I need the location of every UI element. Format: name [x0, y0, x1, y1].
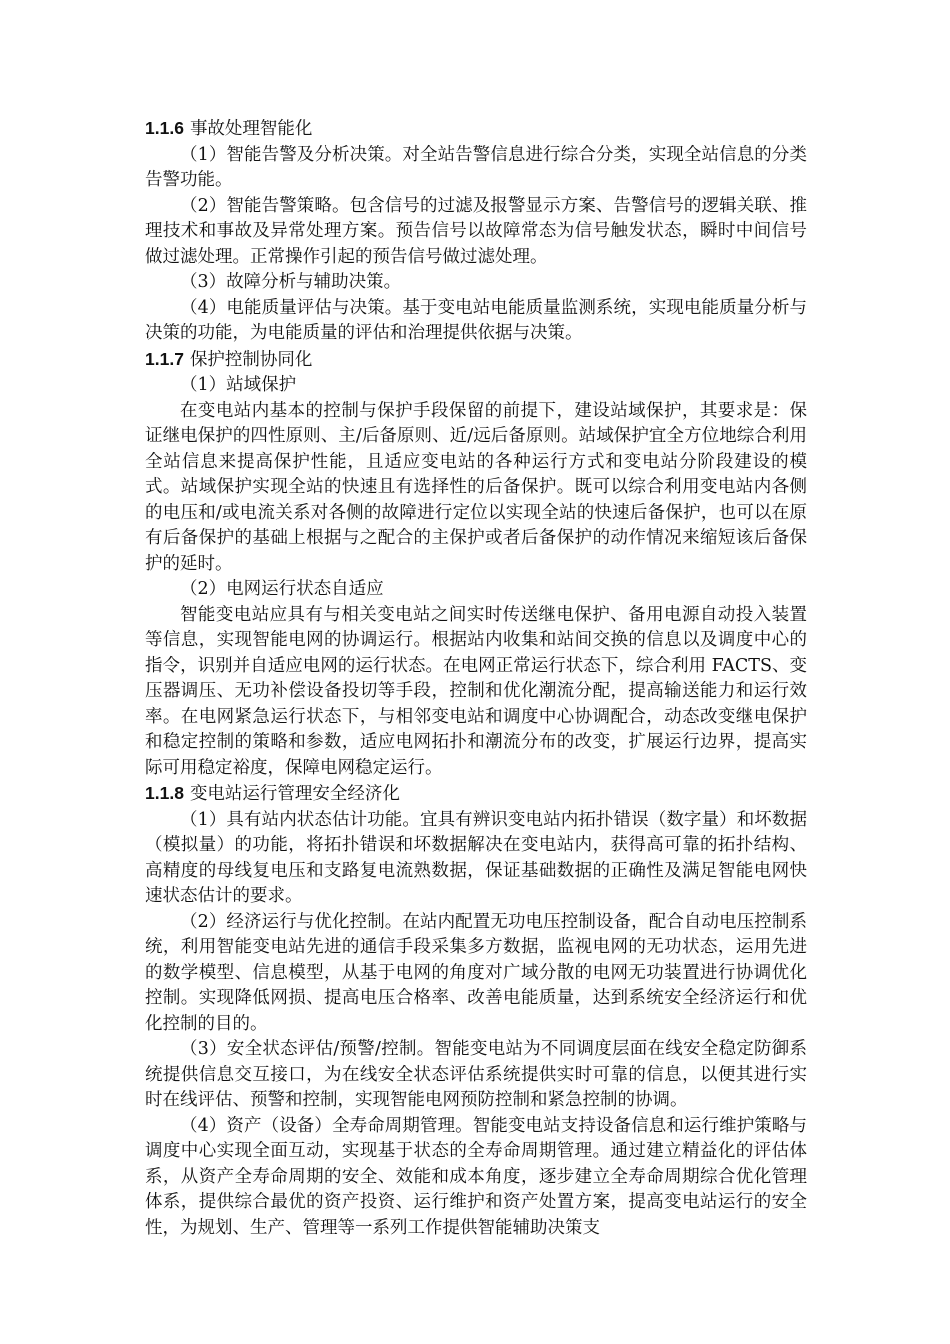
paragraph: （1）具有站内状态估计功能。宜具有辨识变电站内拓扑错误（数字量）和坏数据（模拟量）的功能，将拓扑错误和坏数据解决在变电站内，获得高可靠的拓扑结构、高精度的母线复电压和支路复电流熟数据，保证基础数据的正确性及满足智能电网快速状态估计的要求。	[145, 809, 807, 906]
paragraph: 在变电站内基本的控制与保护手段保留的前提下，建设站域保护，其要求是：保证继电保护的四性原则、主/后备原则、近/远后备原则。站域保护宜全方位地综合利用全站信息来提高保护性能，且适应变电站的各种运行方式和变电站分阶段建设的模式。站域保护实现全站的快速且有选择性的后备保护。既可以综合利用变电站内各侧的电压和/或电流关系对各侧的故障进行定位以实现全站的快速后备保护，也可以在原有后备保护的基础上根据与之配合的主保护或者后备保护的动作情况来缩短该后备保护的延时。	[145, 400, 807, 574]
paragraph: （1）智能告警及分析决策。对全站告警信息进行综合分类，实现全站信息的分类告警功能。	[145, 144, 807, 190]
section-1-1-6	[145, 116, 807, 347]
section-heading	[145, 781, 807, 808]
section-heading	[145, 347, 807, 374]
paragraph: （3）故障分析与辅助决策。	[180, 272, 402, 292]
subheading: （2）电网运行状态自适应	[180, 579, 384, 599]
section-title: 保护控制协同化	[189, 349, 313, 370]
section-title: 变电站运行管理安全经济化	[189, 784, 400, 804]
paragraph: 智能变电站应具有与相关变电站之间实时传送继电保护、备用电源自动投入装置等信息，实现智能电网的协调运行。根据站内收集和站间交换的信息以及调度中心的指令，识别并自适应电网的运行状态。在电网正常运行状态下，综合利用 FACTS、变压器调压、无功补偿设备投切等手段，控制和优化潮流分配，提高输送能力和运行效率。在电网紧急运行状态下，与相邻变电站和调度中心协调配合，动态改变继电保护和稳定控制的策略和参数，适应电网拓扑和潮流分布的改变，扩展运行边界，提高实际可用稳定裕度，保障电网稳定运行。	[145, 604, 807, 778]
section-number: 1.1.7	[145, 348, 184, 369]
paragraph: （4）资产（设备）全寿命周期管理。智能变电站支持设备信息和运行维护策略与调度中心实现全面互动，实现基于状态的全寿命周期管理。通过建立精益化的评估体系，从资产全寿命周期的安全、效能和成本角度，逐步建立全寿命周期综合优化管理体系，提供综合最优的资产投资、运行维护和资产处置方案，提高变电站运行的安全性，为规划、生产、管理等一系列工作提供智能辅助决策支	[145, 1115, 807, 1238]
paragraph: （2）经济运行与优化控制。在站内配置无功电压控制设备，配合自动电压控制系统，利用智能变电站先进的通信手段采集多方数据，监视电网的无功状态，运用先进的数学模型、信息模型，从基于电网的角度对广域分散的电网无功装置进行协调优化控制。实现降低网损、提高电压合格率、改善电能质量，达到系统安全经济运行和优化控制的目的。	[145, 911, 807, 1034]
section-1-1-8	[145, 781, 807, 1241]
section-title: 事故处理智能化	[189, 119, 313, 139]
paragraph: （3）安全状态评估/预警/控制。智能变电站为不同调度层面在线安全稳定防御系统提供信息交互接口，为在线安全状态评估系统提供实时可靠的信息，以便其进行实时在线评估、预警和控制，实现智能电网预防控制和紧急控制的协调。	[145, 1039, 807, 1110]
section-heading	[145, 116, 807, 143]
section-number: 1.1.8	[145, 783, 184, 803]
section-number: 1.1.6	[145, 118, 184, 138]
document-page	[145, 116, 807, 1241]
paragraph: （2）智能告警策略。包含信号的过滤及报警显示方案、告警信号的逻辑关联、推理技术和事故及异常处理方案。预告信号以故障常态为信号触发状态，瞬时中间信号做过滤处理。正常操作引起的预告信号做过滤处理。	[145, 195, 807, 267]
paragraph: （4）电能质量评估与决策。基于变电站电能质量监测系统，实现电能质量分析与决策的功能，为电能质量的评估和治理提供依据与决策。	[145, 297, 807, 343]
section-1-1-7	[145, 347, 807, 782]
subheading: （1）站域保护	[180, 375, 297, 395]
